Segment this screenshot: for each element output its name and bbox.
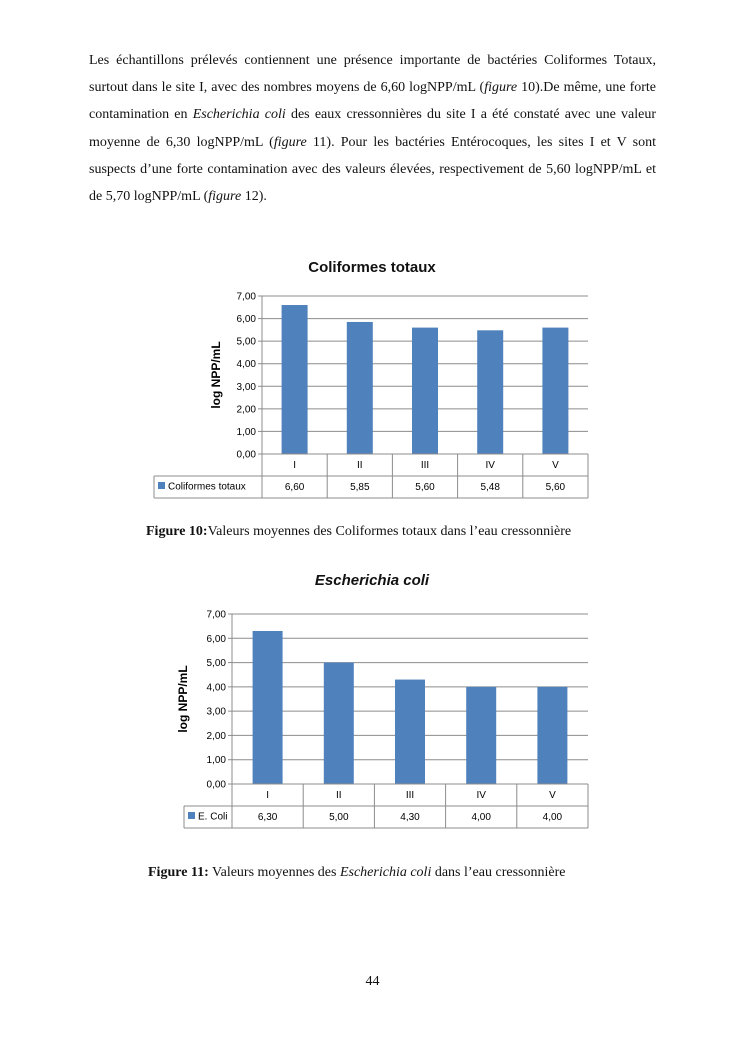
chart2-ytick-label: 5,00 — [206, 658, 226, 670]
chart2-ytick-label: 3,00 — [206, 706, 226, 718]
chart2-data-label: 4,30 — [400, 812, 420, 823]
page-number: 44 — [365, 974, 380, 989]
chart1-category-label: III — [420, 460, 430, 471]
chart1-ytick-label: 1,00 — [236, 426, 256, 438]
chart1-data-label: 5,60 — [415, 482, 435, 493]
chart2-title: Escherichia coli — [314, 572, 430, 589]
chart1-ytick-label: 3,00 — [236, 381, 256, 393]
chart2-data-label: 4,00 — [542, 812, 563, 823]
chart1-data-label: 5,48 — [480, 482, 500, 493]
chart2-legend-label: E. Coli — [198, 811, 228, 823]
chart1-data-label: 5,85 — [350, 482, 370, 493]
chart2-bar-V — [537, 687, 567, 784]
chart2-data-label: 5,00 — [329, 812, 349, 823]
chart1-ytick-label: 7,00 — [236, 291, 256, 303]
body-paragraph: Les échantillons prélevés contiennent une présence importante de bactéries Coliformes Totaux, surtout dans le site I, avec des nombres moyens de 6,60 logNPP/mL (figure 10).De même, une forte contamination en Escherichia coli des eaux cressonnières du site I a été constaté avec une valeur moyenne de 6,30 logNPP/mL (figure 11). Pour les bactéries Entérocoques, les sites I et V sont suspects d’une forte contamination avec des valeurs élevées, respectivement de 5,60 logNPP/mL et de 5,70 logNPP/mL (figure 12). — [89, 53, 657, 205]
chart2-y-axis-title: log NPP/mL — [176, 665, 190, 733]
chart1-ytick-label: 4,00 — [236, 359, 256, 371]
chart1-ytick-label: 2,00 — [236, 404, 256, 416]
chart2-category-label: II — [336, 790, 342, 801]
chart2-bar-II — [324, 663, 354, 784]
figure-11-caption: Figure 11: Valeurs moyennes des Escherichia coli dans l’eau cressonnière — [148, 865, 566, 880]
chart1-ytick-label: 5,00 — [236, 336, 256, 348]
chart1-category-label: II — [357, 460, 363, 471]
chart2-data-label: 6,30 — [257, 812, 278, 823]
chart2-ytick-label: 2,00 — [206, 730, 226, 742]
chart1-legend-label: Coliformes totaux — [168, 481, 246, 493]
chart1-title: Coliformes totaux — [308, 259, 436, 276]
chart2-bar-III — [395, 680, 425, 784]
chart2-category-label: III — [405, 790, 415, 801]
chart2-bar-IV — [466, 687, 496, 784]
chart1-category-label: I — [293, 460, 296, 471]
chart2-category-label: I — [266, 790, 269, 801]
chart2-ytick-label: 1,00 — [206, 755, 226, 767]
chart2-data-label: 4,00 — [471, 812, 491, 823]
chart2-ytick-label: 4,00 — [206, 682, 226, 694]
chart2-ytick-label: 0,00 — [206, 779, 226, 791]
chart1-ytick-label: 0,00 — [236, 449, 256, 461]
chart1-data-label: 5,60 — [545, 482, 566, 493]
figure-10-caption: Figure 10:Valeurs moyennes des Coliformes totaux dans l’eau cressonnière — [146, 524, 572, 539]
chart2-ytick-label: 7,00 — [206, 609, 226, 621]
chart1-ytick-label: 6,00 — [236, 314, 256, 326]
chart2-ytick-label: 6,00 — [206, 633, 226, 645]
chart1-y-axis-title: log NPP/mL — [209, 341, 223, 409]
chart1-category-label: IV — [485, 460, 495, 471]
chart1-data-label: 6,60 — [284, 482, 305, 493]
chart2-category-label: IV — [476, 790, 486, 801]
chart2-legend-key — [188, 812, 195, 819]
chart2-category-label: V — [549, 790, 556, 801]
chart2-bar-I — [253, 631, 283, 784]
chart1-category-label: V — [552, 460, 559, 471]
